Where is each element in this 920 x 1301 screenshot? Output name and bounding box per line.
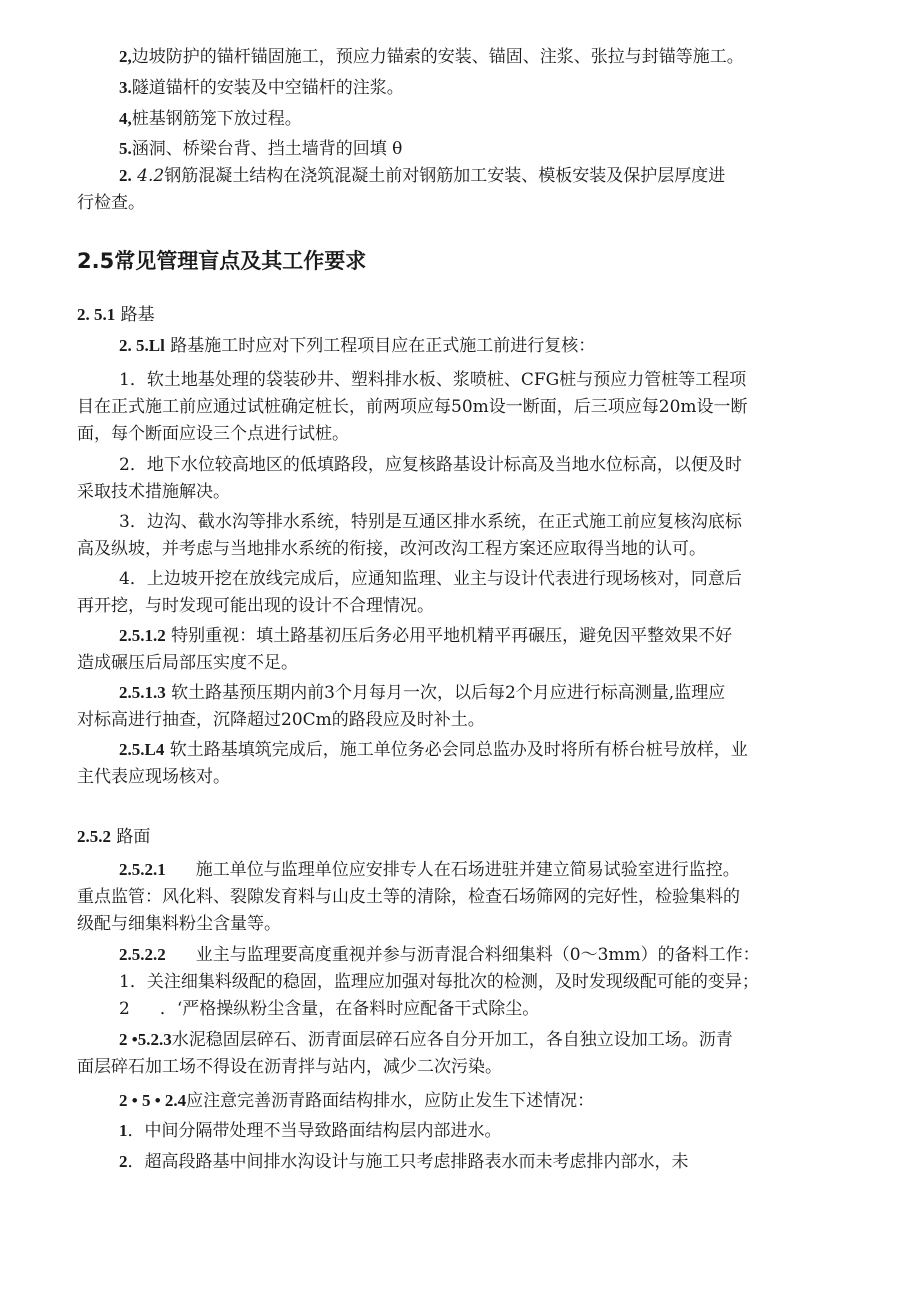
paragraph: 2.5.1.3 软土路基预压期内前3个月每月一次，以后每2个月应进行标高测量,监理应 [119,683,726,703]
paragraph-continuation: 造成碾压后局部压实度不足。 [77,653,298,673]
paragraph: 2. 5.Ll 路基施工时应对下列工程项目应在正式施工前进行复核： [119,336,596,356]
paragraph: 2.5.1.2 特别重视：填土路基初压后务必用平地机精平再碾压，避免因平整效果不好 [119,626,733,646]
paragraph: 2 • 5 • 2.4应注意完善沥青路面结构排水，应防止发生下述情况： [119,1091,595,1111]
subsection-title: 2. 5.1 路基 [77,305,155,325]
paragraph: 2.5.2.2 业主与监理要高度重视并参与沥青混合料细集料（0～3mm）的备料工作： [119,945,760,965]
list-item: 1．中间分隔带处理不当导致路面结构层内部进水。 [119,1121,502,1141]
paragraph-continuation: 主代表应现场核对。 [77,767,230,787]
list-item: 4,桩基钢筋笼下放过程。 [119,109,302,129]
paragraph-continuation: 重点监管：风化料、裂隙发育料与山皮土等的清除，检查石场筛网的完好性，检验集料的 [77,887,740,907]
paragraph-continuation: 行检查。 [77,193,145,213]
list-item: 2．超高段路基中间排水沟设计与施工只考虑排路表水而未考虑排内部水，未 [119,1152,689,1172]
list-item-continuation: 高及纵坡，并考虑与当地排水系统的衔接，改河改沟工程方案还应取得当地的认可。 [77,539,706,559]
list-item-continuation: 采取技术措施解决。 [77,482,230,502]
subsection-title: 2.5.2 路面 [77,827,151,847]
list-item: 4．上边坡开挖在放线完成后，应通知监理、业主与设计代表进行现场核对，同意后 [119,569,742,589]
list-item-continuation: 面，每个断面应设三个点进行试桩。 [77,424,349,444]
paragraph: 2 •5.2.3水泥稳固层碎石、沥青面层碎石应各自分开加工，各自独立设加工场。沥青 [119,1030,733,1050]
list-item: 3．边沟、截水沟等排水系统，特别是互通区排水系统，在正式施工前应复核沟底标 [119,512,742,532]
list-item: 1．关注细集料级配的稳固，监理应加强对每批次的检测，及时发现级配可能的变异； [119,972,759,992]
paragraph: 2.5.L4 软土路基填筑完成后，施工单位务必会同总监办及时将所有桥台桩号放样，业 [119,740,748,760]
section-heading: 2.5常见管理盲点及其工作要求 [77,249,367,273]
paragraph-continuation: 级配与细集料粉尘含量等。 [77,914,281,934]
list-item: 2 ．‘严格操纵粉尘含量，在备料时应配备干式除尘。 [119,999,540,1019]
paragraph: 2. 4.2钢筋混凝土结构在浇筑混凝土前对钢筋加工安装、模板安装及保护层厚度进 [119,166,726,186]
paragraph-continuation: 对标高进行抽查，沉降超过20Cm的路段应及时补土。 [77,710,485,730]
paragraph: 2.5.2.1 施工单位与监理单位应安排专人在石场进驻并建立简易试验室进行监控。 [119,860,740,880]
list-item-continuation: 再开挖，与时发现可能出现的设计不合理情况。 [77,596,434,616]
list-item-continuation: 目在正式施工前应通过试桩确定桩长，前两项应每50m设一断面，后三项应每20m设一断 [77,397,748,417]
list-item: 2．地下水位较高地区的低填路段，应复核路基设计标高及当地水位标高，以便及时 [119,455,742,475]
list-item: 2,边坡防护的锚杆锚固施工，预应力锚索的安装、锚固、注浆、张拉与封锚等施工。 [119,47,744,67]
list-item: 3.隧道锚杆的安装及中空锚杆的注浆。 [119,78,404,98]
paragraph-continuation: 面层碎石加工场不得设在沥青拌与站内，减少二次污染。 [77,1057,502,1077]
list-item: 5.涵洞、桥梁台背、挡土墙背的回填 θ [119,139,403,159]
list-item: 1．软土地基处理的袋装砂井、塑料排水板、浆喷桩、CFG桩与预应力管桩等工程项 [119,370,747,390]
